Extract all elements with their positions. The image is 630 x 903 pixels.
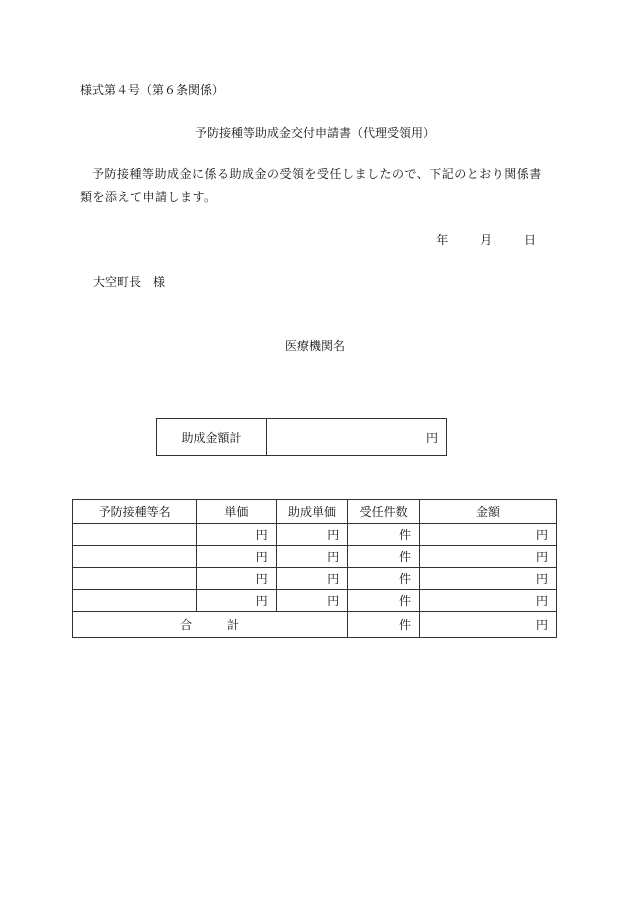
institution-label: 医療機関名 [284, 339, 345, 353]
form-number: 様式第４号（第６条関係） [80, 83, 225, 97]
total-row [73, 612, 557, 638]
count-cell[interactable]: 件 [348, 546, 420, 568]
header-unit-price: 単価 [197, 500, 276, 524]
vaccine-name-cell[interactable] [73, 546, 197, 568]
addressee [93, 273, 165, 290]
subsidy-price-cell[interactable]: 円 [276, 546, 348, 568]
subsidy-price-cell[interactable]: 円 [276, 590, 348, 612]
vaccine-name-cell[interactable] [73, 568, 197, 590]
header-count: 受任件数 [348, 500, 420, 524]
amount-cell[interactable]: 円 [419, 590, 556, 612]
date-month: 月 [480, 233, 493, 247]
addressee-honorific: 様 [153, 275, 166, 289]
table-row [73, 524, 557, 546]
total-amount-field[interactable]: 円 [267, 419, 447, 456]
count-cell[interactable]: 件 [348, 524, 420, 546]
addressee-name: 大空町長 [93, 275, 142, 289]
count-cell[interactable]: 件 [348, 590, 420, 612]
unit-price-cell[interactable]: 円 [197, 524, 276, 546]
total-amount-cell[interactable]: 円 [419, 612, 556, 638]
subsidy-price-cell[interactable]: 円 [276, 568, 348, 590]
header-subsidy-price: 助成単価 [276, 500, 348, 524]
document-title: 予防接種等助成金交付申請書（代理受領用） [194, 126, 435, 140]
detail-table [72, 499, 557, 638]
vaccine-name-cell[interactable] [73, 524, 197, 546]
amount-cell[interactable]: 円 [419, 524, 556, 546]
table-row [73, 568, 557, 590]
table-header-row [73, 500, 557, 524]
body-text: 予防接種等助成金に係る助成金の受領を受任しましたので、下記のとおり関係書類を添えて申請します。 [80, 167, 542, 204]
unit-price-cell[interactable]: 円 [197, 568, 276, 590]
date-line [436, 231, 536, 248]
date-year: 年 [436, 233, 449, 247]
unit-price-cell[interactable]: 円 [197, 590, 276, 612]
header-vaccine-name: 予防接種等名 [73, 500, 197, 524]
total-count-cell[interactable]: 件 [348, 612, 420, 638]
table-row [73, 590, 557, 612]
date-day: 日 [523, 233, 536, 247]
total-label [73, 612, 348, 638]
header-amount: 金額 [419, 500, 556, 524]
total-label-a: 合 [180, 618, 194, 632]
amount-cell[interactable]: 円 [419, 568, 556, 590]
amount-cell[interactable]: 円 [419, 546, 556, 568]
subsidy-price-cell[interactable]: 円 [276, 524, 348, 546]
total-label-b: 計 [227, 618, 241, 632]
vaccine-name-cell[interactable] [73, 590, 197, 612]
count-cell[interactable]: 件 [348, 568, 420, 590]
total-amount-label: 助成金額計 [157, 419, 267, 456]
table-row [73, 546, 557, 568]
unit-price-cell[interactable]: 円 [197, 546, 276, 568]
total-amount-box [156, 418, 447, 456]
